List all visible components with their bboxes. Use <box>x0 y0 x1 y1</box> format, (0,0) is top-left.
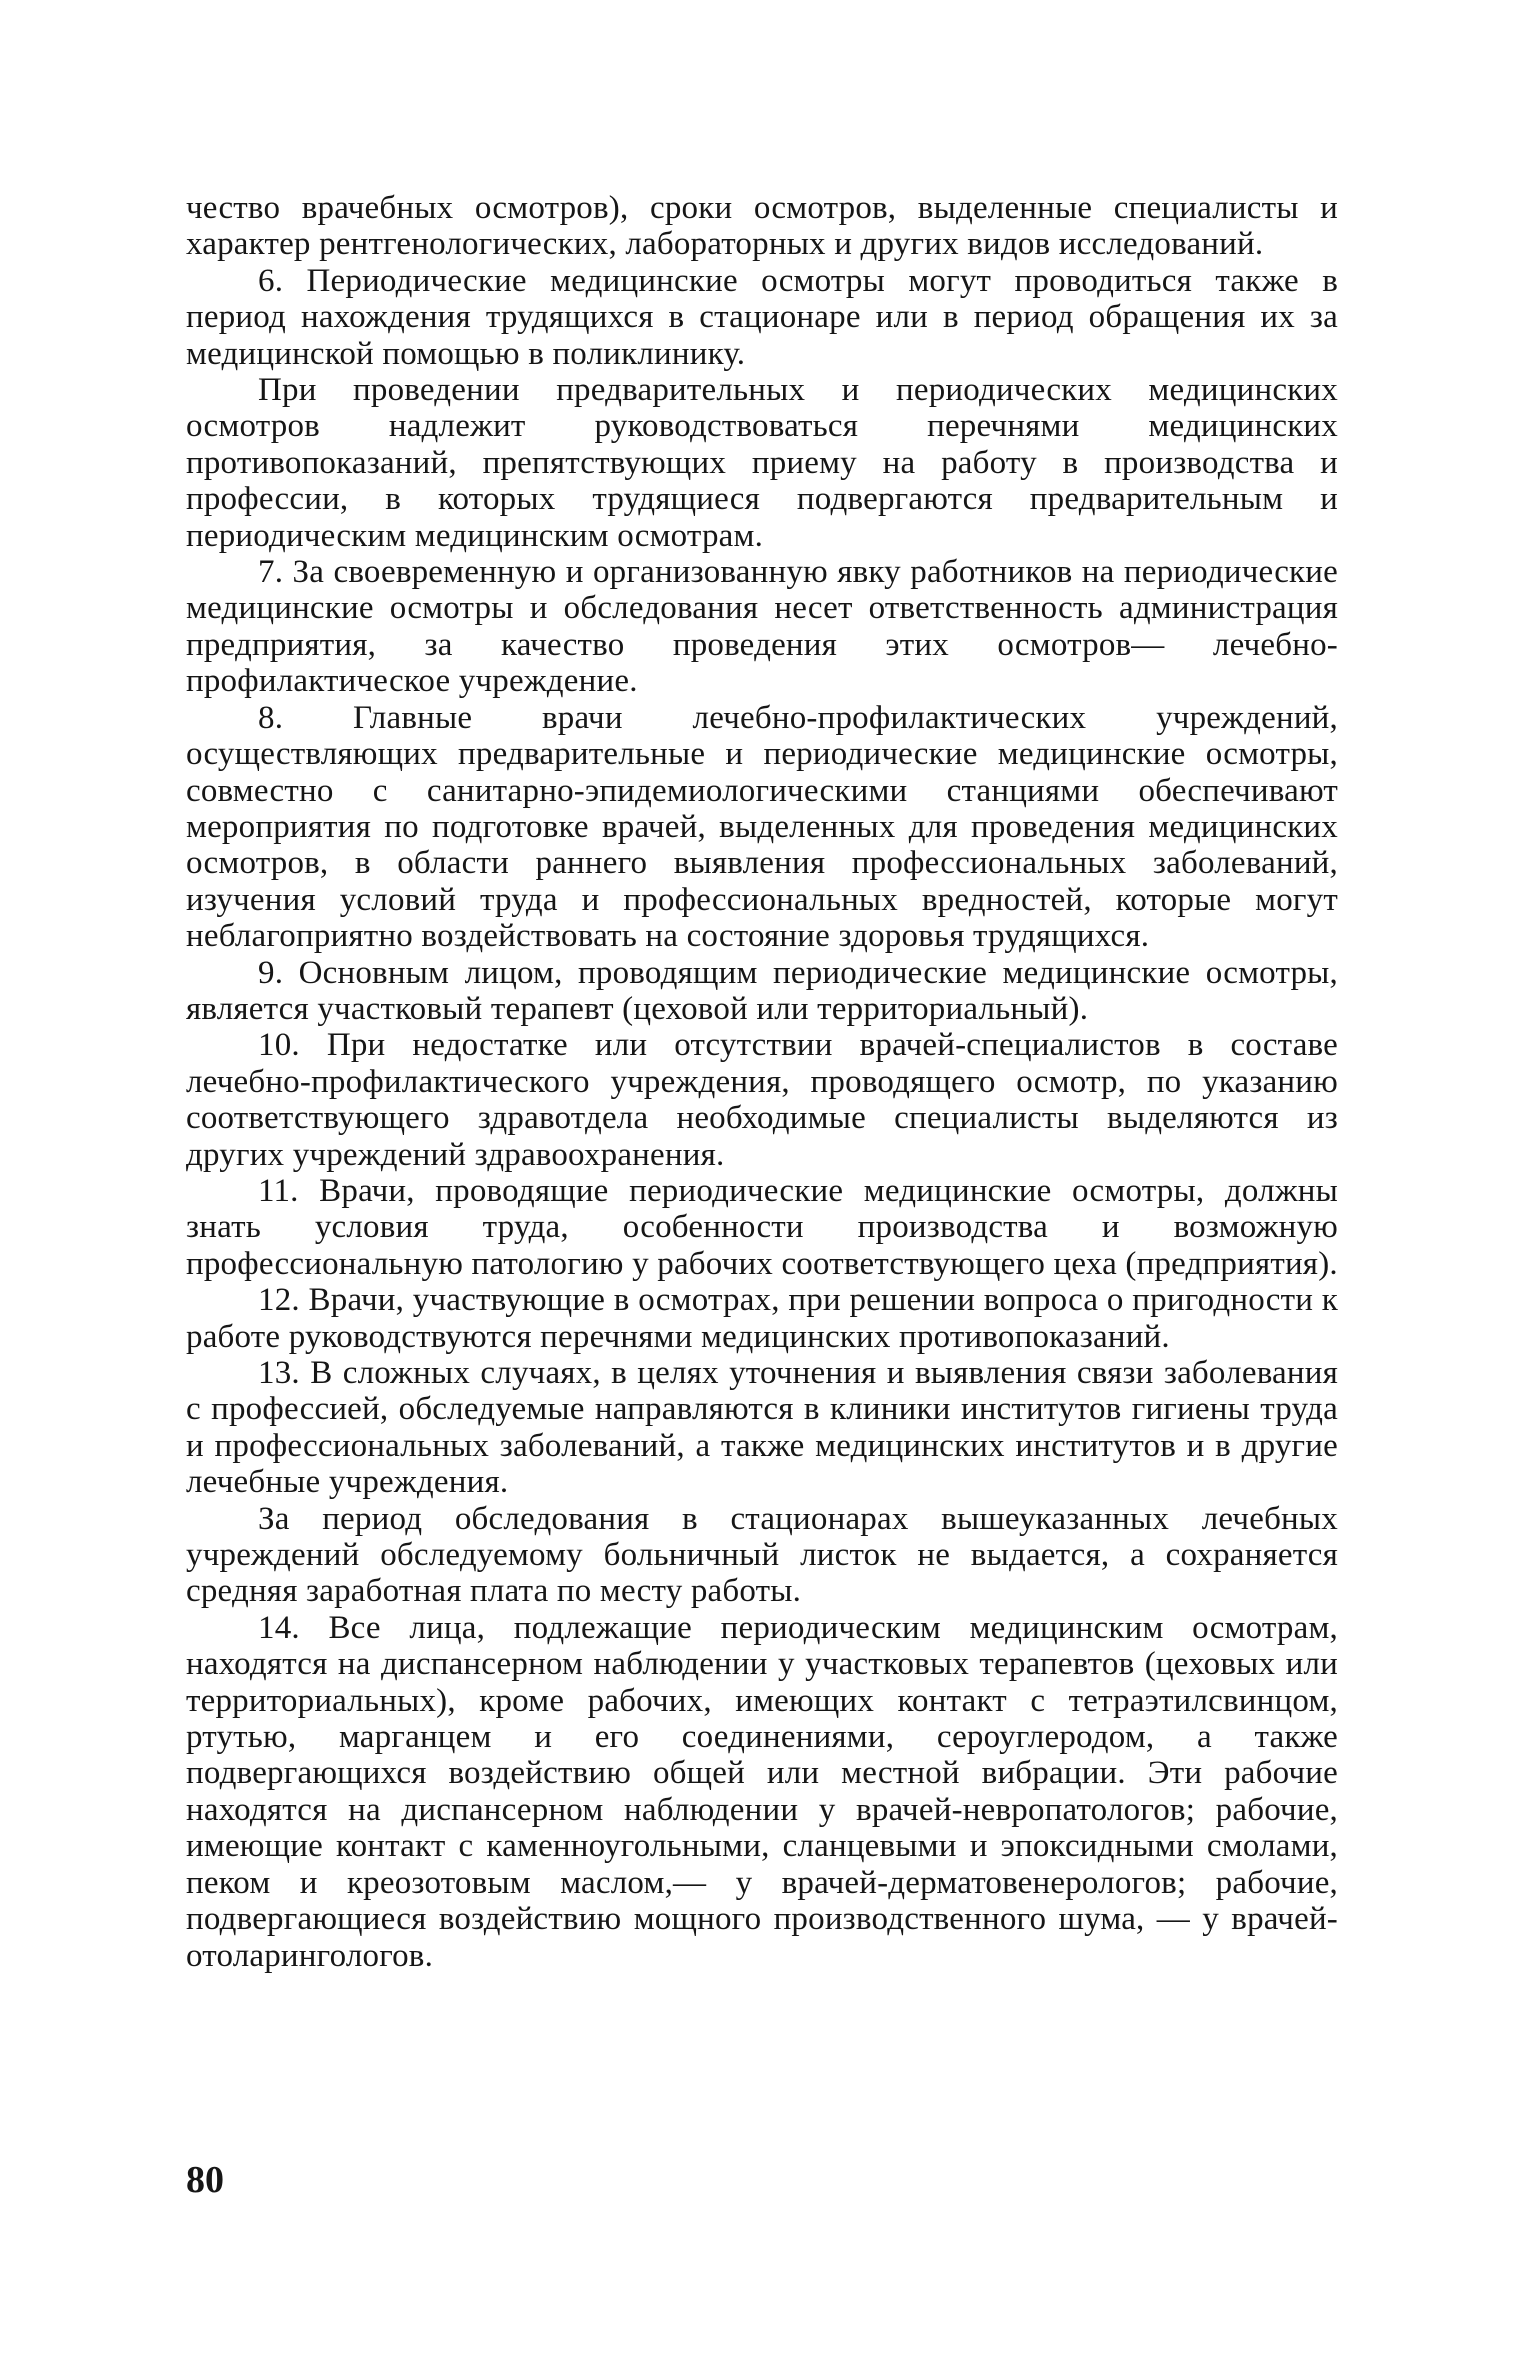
paragraph-10: 10. При недостатке или отсутствии врачей-специалистов в составе лечебно-профилактического учреждения, проводящего осмотр, по указанию соответствующего здравотдела необходимые специалисты выделяются из других учреждений здравоохранения. <box>186 1027 1338 1173</box>
paragraph-6: 6. Периодические медицинские осмотры могут проводиться также в период нахождения трудящихся в стационаре или в период обращения их за медицинской помощью в поликлинику. <box>186 262 1338 372</box>
page-number: 80 <box>186 2159 224 2201</box>
paragraph-9: 9. Основным лицом, проводящим периодические медицинские осмотры, является участковый терапевт (цеховой или территориальный). <box>186 954 1338 1027</box>
paragraph-11: 11. Врачи, проводящие периодические медицинские осмотры, должны знать условия труда, особенности производства и возможную профессиональную патологию у рабочих соответствующего цеха (предприятия). <box>186 1172 1338 1282</box>
paragraph-7: 7. За своевременную и организованную явку работников на периодические медицинские осмотры и обследования несет ответственность администрация предприятия, за качество проведения этих осмотров— лечебно-профилактическое учреждение. <box>186 554 1338 700</box>
paragraph-continuation: чество врачебных осмотров), сроки осмотров, выделенные специалисты и характер рентгенологических, лабораторных и других видов исследований. <box>186 190 1338 263</box>
paragraph-8: 8. Главные врачи лечебно-профилактических учреждений, осуществляющих предварительные и периодические медицинские осмотры, совместно с санитарно-эпидемиологическими станциями обеспечивают мероприятия по подготовке врачей, выделенных для проведения медицинских осмотров, в области раннего выявления профессиональных заболеваний, изучения условий труда и профессиональных вредностей, которые могут неблагоприятно воздействовать на состояние здоровья трудящихся. <box>186 699 1338 955</box>
paragraph-12: 12. Врачи, участвующие в осмотрах, при решении вопроса о пригодности к работе руководствуются перечнями медицинских противопоказаний. <box>186 1282 1338 1355</box>
paragraph-13-sick-leave: За период обследования в стационарах вышеуказанных лечебных учреждений обследуемому больничный листок не выдается, а сохраняется средняя заработная плата по месту работы. <box>186 1500 1338 1610</box>
page-body <box>186 190 1338 1974</box>
paragraph-13: 13. В сложных случаях, в целях уточнения и выявления связи заболевания с профессией, обследуемые направляются в клиники институтов гигиены труда и профессиональных заболеваний, а также медицинских институтов и в другие лечебные учреждения. <box>186 1355 1338 1501</box>
paragraph-6-contraindications: При проведении предварительных и периодических медицинских осмотров надлежит руководствоваться перечнями медицинских противопоказаний, препятствующих приему на работу в производства и профессии, в которых трудящиеся подвергаются предварительным и периодическим медицинским осмотрам. <box>186 372 1338 554</box>
paragraph-14: 14. Все лица, подлежащие периодическим медицинским осмотрам, находятся на диспансерном наблюдении у участковых терапевтов (цеховых или территориальных), кроме рабочих, имеющих контакт с тетраэтилсвинцом, ртутью, марганцем и его соединениями, сероуглеродом, а также подвергающихся воздействию общей или местной вибрации. Эти рабочие находятся на диспансерном наблюдении у врачей-невропатологов; рабочие, имеющие контакт с каменноугольными, сланцевыми и эпоксидными смолами, пеком и креозотовым маслом,— у врачей-дерматовенерологов; рабочие, подвергающиеся воздействию мощного производственного шума, — у врачей-отоларингологов. <box>186 1609 1338 1974</box>
